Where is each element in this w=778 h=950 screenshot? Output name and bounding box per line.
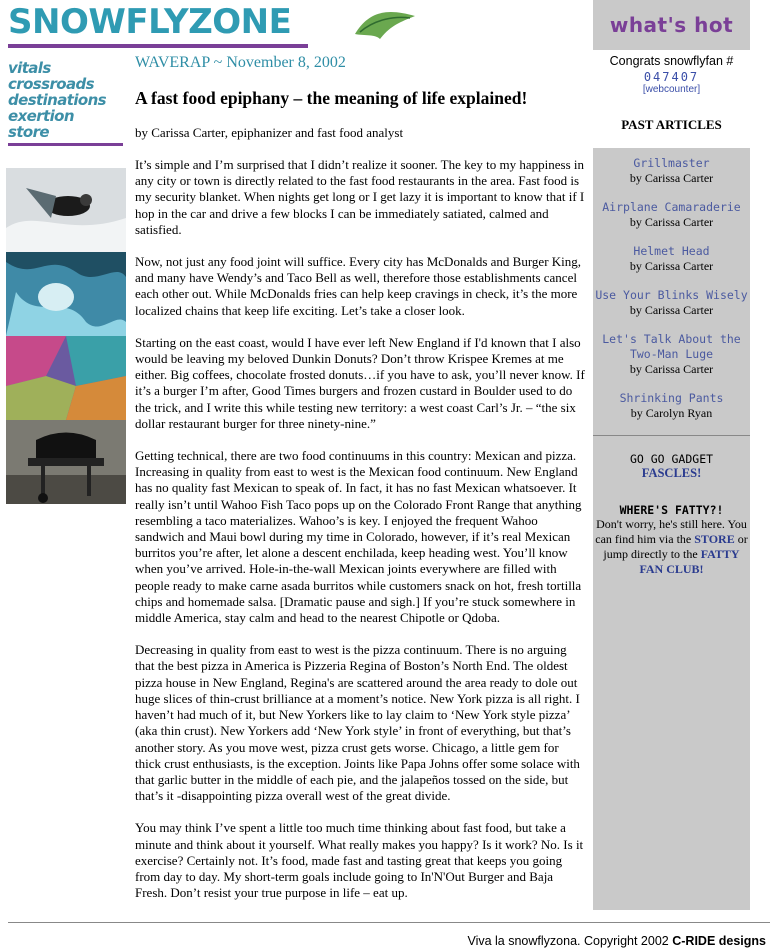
snowboarder-photo [6,168,126,252]
past-article-link[interactable]: Let's Talk About the Two-Man Luge [602,332,741,361]
fatty-text [593,517,750,577]
article [135,54,585,917]
list-item [593,391,750,421]
grill-photo [6,420,126,504]
fatty-text-1: Don't worry, he's still here. You can find him via the [595,517,747,546]
nav-vitals[interactable]: vitals [8,59,51,77]
list-item [593,156,750,186]
fatty-text-2: or jump directly to the [603,532,748,561]
fatty-promo [593,503,750,577]
past-article-link[interactable]: Airplane Camaraderie [602,200,741,214]
congrats-text: Congrats snowflyfan # [609,54,734,68]
leaf-art-icon [350,4,420,44]
nav-divider [8,143,123,146]
footer-text: Viva la snowflyzona. Copyright 2002 [467,934,669,948]
past-article-author: by Carissa Carter [629,362,714,376]
footer-divider [8,922,770,923]
list-item [593,332,750,377]
past-articles-list [593,156,750,421]
store-link[interactable]: STORE [694,532,735,546]
footer-brand[interactable]: C-RIDE designs [672,934,766,948]
past-article-author: by Carolyn Ryan [630,406,713,420]
dateline: WAVERAP ~ November 8, 2002 [135,54,346,71]
site-logo[interactable]: SNOWFLYZONE [8,2,308,48]
visitor-counter: 047407 [643,70,700,84]
whats-hot-title: what's hot [609,13,734,37]
article-paragraph: It’s simple and I’m surprised that I didn’t realize it sooner. The key to my happiness in any city or town is directly related to the fast food restaurants in the area. Fast food is my security blanket. When nights get long or I get lazy it is important to know that if I hop in the car and drive a few blocks I can be immediately satiated, calmed and satisfied. [135,157,585,237]
list-item [593,288,750,318]
article-paragraph: Decreasing in quality from east to west is the pizza continuum. There is no arguing that the best pizza in America is Pizzeria Regina of Boston’s North End. The oldest pizza house in New England, Regina's are scattered around the area ready to dole out huge slices of thin-crust brilliance at a moment’s notice. New York pizza is all right. I haven’t had much of it, but New Yorkers like to lay claim to ‘New York style pizza’ (aka thin crust). New Yorkers add ‘New York style’ in front of everything, but that’s another story. As you move west, pizza crust gets worse. Chicago, a little gem for thick crust enthusiasts, is the exception. Joints like Papa Johns offer some solace with that garlic butter in the middle of each pie, and the jalapeños tossed on the side, but that’s it -disappointing pizza overall west of the great divide. [135,642,580,804]
sidebar [593,0,750,910]
list-item [593,200,750,230]
fatty-fan-club-link[interactable]: FATTY FAN CLUB! [639,547,740,576]
past-article-author: by Carissa Carter [629,171,714,185]
headline: A fast food epiphany – the meaning of life explained! [135,88,528,108]
sidebar-divider [593,435,750,436]
gadget-promo [593,452,750,481]
abstract-texture-photo [6,336,126,420]
article-paragraph: Now, not just any food joint will suffice. Every city has McDonalds and Burger King, and many have Wendy’s and Taco Bell as well, therefore those establishments cancel each other out. While McDonalds fries can help keep cravings in check, it’s the more localized chains that keep life exciting. Let’s take a closer look. [135,254,582,318]
past-articles-heading: PAST ARTICLES [621,117,722,132]
fascles-link[interactable]: FASCLES! [641,466,702,480]
nav-exertion[interactable]: exertion [8,107,74,125]
gadget-text: GO GO GADGET [629,452,714,466]
past-article-link[interactable]: Shrinking Pants [619,391,724,405]
footer [467,934,766,948]
byline: by Carissa Carter, epiphanizer and fast food analyst [135,125,404,140]
webcounter-link[interactable]: [webcounter] [642,84,701,95]
past-article-author: by Carissa Carter [629,215,714,229]
article-paragraph: Starting on the east coast, would I have ever left New England if I'd known that I also would be leaving my beloved Dunkin Donuts? Don’t throw Krispee Kremes at me either. Big coffees, chocolate frosted donuts…if you have to ask, you’ll never know. If it’s a burger I’m after, Good Times burgers and frozen custard in Boulder used to do the trick, and I write this while testing new territory: a west coast Carl’s Jr. – “the six dollar restaurant burger for three ninety-nine.” [135,334,585,431]
past-article-link[interactable]: Grillmaster [633,156,710,170]
photo-strip [6,168,126,504]
article-paragraph: Getting technical, there are two food continuums in this country: Mexican and pizza. Increasing in quality from east to west is the Mexican food continuum. New England has no quality fast Mexican to speak of. In fact, it has no fast Mexican whatsoever. It really isn’t until Wahoo Fish Taco pops up on the Colorado Front Range that anything resembling a taco materializes. Wahoo’s is key. I enjoyed the frequent Wahoo sandwich and Maui bowl during my time in Colorado, however, if it’s real Mexican burritos you’re after, let alone a descent enchilada, keep heading west. You’ll know when you’ve arrived. Hole-in-the-wall Mexican joints everywhere are filled with people ready to make carne asada burritos while customers snack on hot, fresh tortilla chips and homemade salsa. [Dramatic pause and sigh.] If you’re stuck somewhere in middle America, stay calm and head to the nearest Chipotle or Qdoba. [135,448,582,626]
main-nav [8,60,123,146]
past-articles [593,148,750,421]
article-paragraph: You may think I’ve spent a little too much time thinking about fast food, but take a minute and think about it yourself. What really makes you happy? Is it work? No. Is it exercise? Certainly not. It’s food, made fast and tasting great that keeps you going from day to day. My short-term goals include going to In'N'Out Burger and Baja Fresh. Don’t resist your true purpose in life – eat up. [135,820,584,901]
past-article-link[interactable]: Use Your Blinks Wisely [595,288,748,302]
past-article-link[interactable]: Helmet Head [633,244,710,258]
fatty-heading: WHERE'S FATTY?! [619,503,724,517]
ice-cave-photo [6,252,126,336]
nav-store[interactable]: store [8,123,49,141]
past-article-author: by Carissa Carter [629,259,714,273]
past-article-author: by Carissa Carter [629,303,714,317]
list-item [593,244,750,274]
whats-hot-panel [593,50,750,148]
nav-crossroads[interactable]: crossroads [8,75,94,93]
nav-destinations[interactable]: destinations [8,91,106,109]
